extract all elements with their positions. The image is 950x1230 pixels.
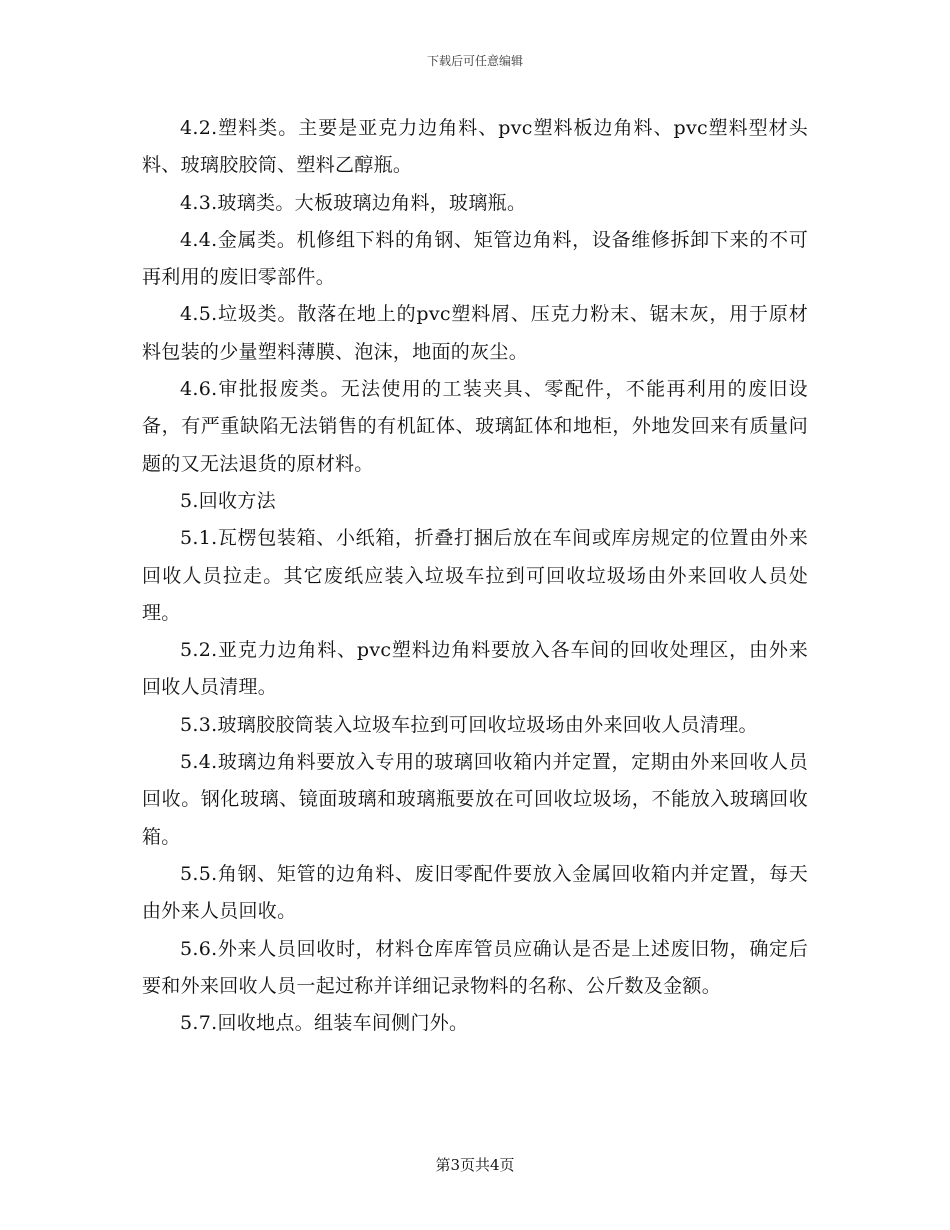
paragraph-4-6: 4.6.审批报废类。无法使用的工装夹具、零配件，不能再利用的废旧设备，有严重缺陷无法销售的有机缸体、玻璃缸体和地柜，外地发回来有质量问题的又无法退货的原材料。 — [142, 378, 808, 475]
paragraph-5-2: 5.2.亚克力边角料、pvc塑料边角料要放入各车间的回收处理区，由外来回收人员清理。 — [142, 639, 808, 699]
paragraph-4-2: 4.2.塑料类。主要是亚克力边角料、pvc塑料板边角料、pvc塑料型材头料、玻璃胶胶筒、塑料乙醇瓶。 — [142, 117, 808, 177]
section-heading-5: 5.回收方法 — [180, 489, 276, 512]
paragraph-4-4: 4.4.金属类。机修组下料的角钢、矩管边角料，设备维修拆卸下来的不可再利用的废旧零部件。 — [142, 228, 808, 289]
paragraph-4-3: 4.3.玻璃类。大板玻璃边角料，玻璃瓶。 — [180, 191, 527, 214]
page-header: 下载后可任意编辑 — [426, 54, 523, 68]
document-body — [142, 110, 808, 1042]
paragraph-5-6: 5.6.外来人员回收时，材料仓库库管员应确认是否是上述废旧物，确定后要和外来回收人员一起过称并详细记录物料的名称、公斤数及金额。 — [142, 937, 808, 997]
paragraph-5-3: 5.3.玻璃胶胶筒装入垃圾车拉到可回收垃圾场由外来回收人员清理。 — [180, 713, 758, 736]
paragraph-5-4: 5.4.玻璃边角料要放入专用的玻璃回收箱内并定置，定期由外来回收人员回收。钢化玻璃、镜面玻璃和玻璃瓶要放在可回收垃圾场，不能放入玻璃回收箱。 — [142, 751, 808, 848]
page-footer: 第3页共4页 — [435, 1156, 515, 1174]
paragraph-5-7: 5.7.回收地点。组装车间侧门外。 — [180, 1012, 469, 1035]
paragraph-5-1: 5.1.瓦楞包装箱、小纸箱，折叠打捆后放在车间或库房规定的位置由外来回收人员拉走。其它废纸应装入垃圾车拉到可回收垃圾场由外来回收人员处理。 — [142, 527, 808, 624]
paragraph-5-5: 5.5.角钢、矩管的边角料、废旧零配件要放入金属回收箱内并定置，每天由外来人员回收。 — [142, 862, 808, 923]
paragraph-4-5: 4.5.垃圾类。散落在地上的pvc塑料屑、压克力粉末、锯末灰，用于原材料包装的少量塑料薄膜、泡沫，地面的灰尘。 — [142, 303, 808, 363]
